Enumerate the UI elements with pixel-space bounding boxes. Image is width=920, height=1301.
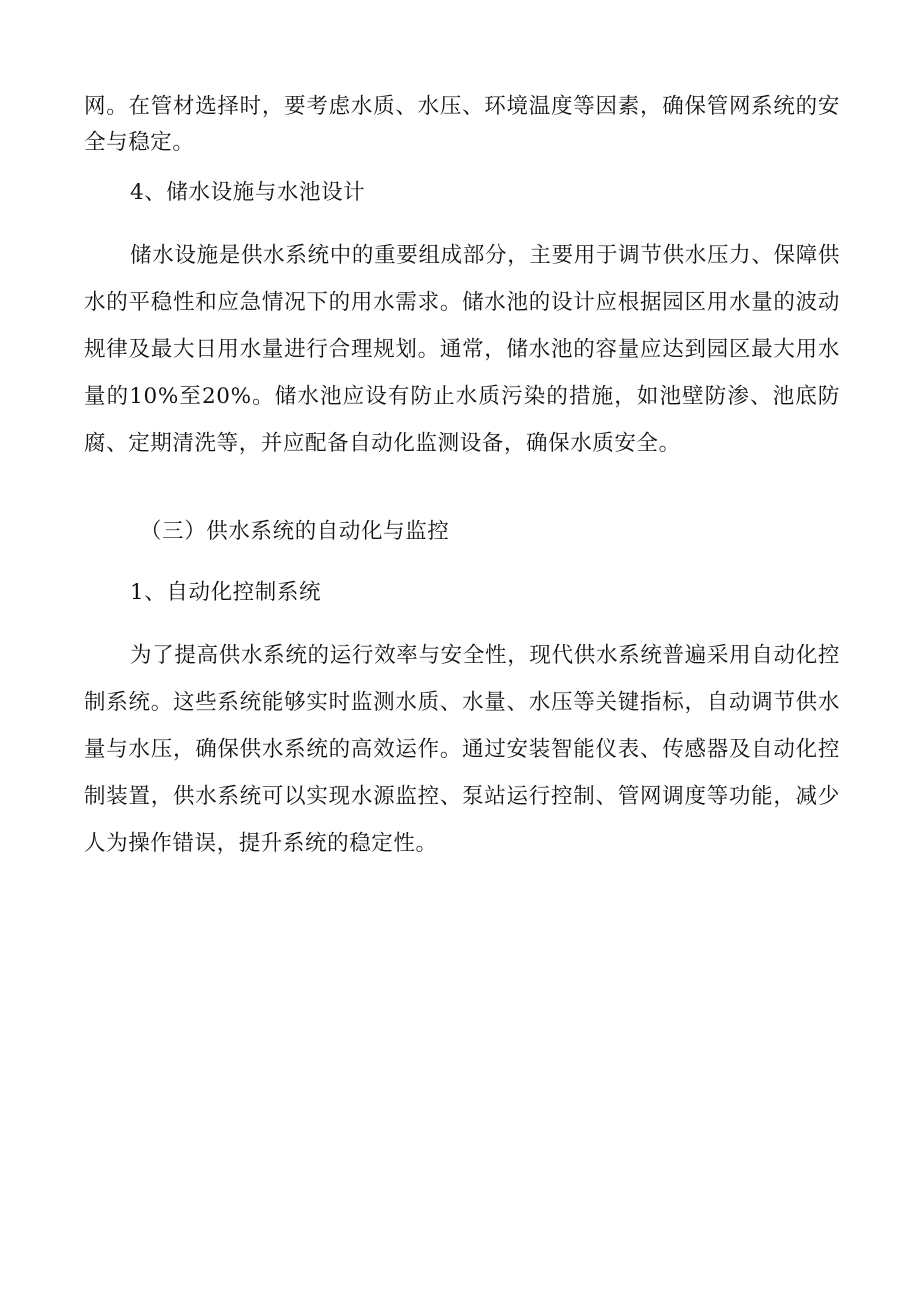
paragraph-automation-control: 为了提高供水系统的运行效率与安全性，现代供水系统普遍采用自动化控制系统。这些系统能够实时监测水质、水量、水压等关键指标，自动调节供水量与水压，确保供水系统的高效运作。通过安装智能仪表、传感器及自动化控制装置，供水系统可以实现水源监控、泵站运行控制、管网调度等功能，减少人为操作错误，提升系统的稳定性。 bbox=[84, 643, 840, 856]
section-heading-automation-monitoring: （三）供水系统的自动化与监控 bbox=[140, 519, 450, 544]
paragraph-storage-facilities: 储水设施是供水系统中的重要组成部分，主要用于调节供水压力、保障供水的平稳性和应急情况下的用水需求。储水池的设计应根据园区用水量的波动规律及最大日用水量进行合理规划。通常，储水池的容量应达到园区最大用水量的10%至20%。储水池应设有防止水质污染的措施，如池壁防渗、池底防腐、定期清洗等，并应配备自动化监测设备，确保水质安全。 bbox=[84, 243, 840, 456]
paragraph-pipe-material: 网。在管材选择时，要考虑水质、水压、环境温度等因素，确保管网系统的安全与稳定。 bbox=[84, 94, 840, 155]
heading-automation-control-system: 1、自动化控制系统 bbox=[130, 580, 322, 605]
heading-storage-facilities: 4、储水设施与水池设计 bbox=[130, 180, 366, 205]
